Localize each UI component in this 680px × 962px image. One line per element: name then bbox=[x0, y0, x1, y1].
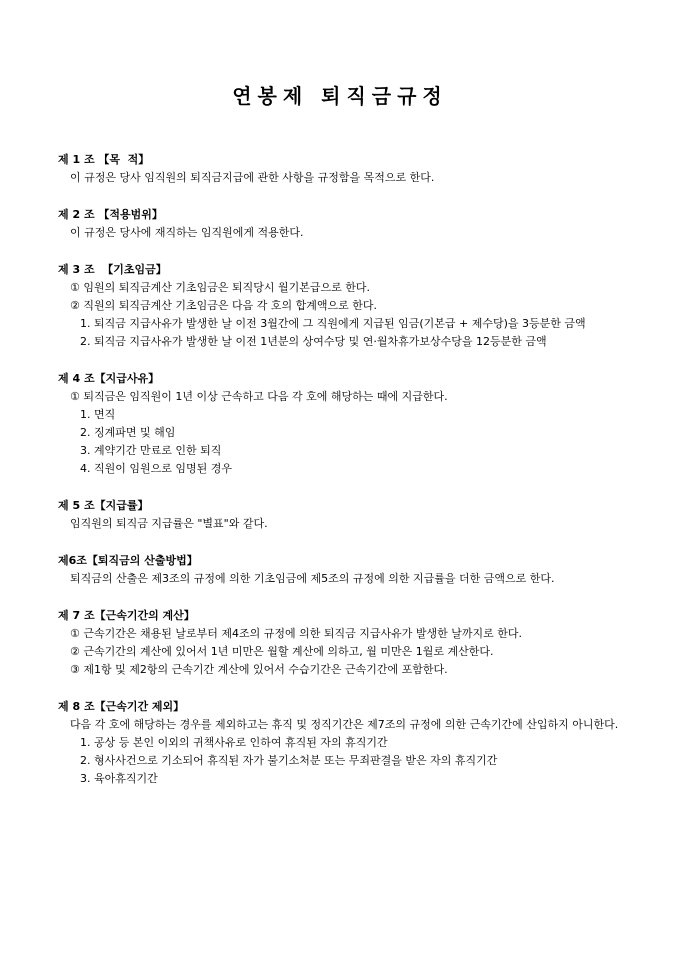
numbered-item: 1. 면직 bbox=[80, 408, 116, 421]
article-paragraph: ② 직원의 퇴직금계산 기초임금은 다음 각 호의 합계액으로 한다. bbox=[70, 299, 377, 312]
article-paragraph: ② 근속기간의 계산에 있어서 1년 미만은 월할 계산에 의하고, 월 미만은 1월로 계산한다. bbox=[70, 645, 494, 658]
article-paragraph: 이 규정은 당사 임직원의 퇴직금지급에 관한 사항을 규정함을 목적으로 한다. bbox=[70, 171, 435, 184]
article-heading: 제 3 조 【기초임금】 bbox=[58, 263, 167, 276]
article bbox=[58, 698, 622, 788]
article-body bbox=[58, 716, 622, 788]
article-heading: 제 8 조【근속기간 제외】 bbox=[58, 700, 185, 713]
article-paragraph: ① 퇴직금은 임직원이 1년 이상 근속하고 다음 각 호에 해당하는 때에 지급한다. bbox=[70, 390, 448, 403]
article-paragraph: 이 규정은 당사에 재직하는 임직원에게 적용한다. bbox=[70, 226, 304, 239]
article bbox=[58, 370, 622, 478]
article-heading: 제 7 조【근속기간의 계산】 bbox=[58, 609, 195, 622]
article-body bbox=[58, 388, 622, 478]
article-body bbox=[58, 570, 622, 588]
article-heading: 제 4 조【지급사유】 bbox=[58, 372, 160, 385]
article-heading: 제 5 조【지급률】 bbox=[58, 499, 149, 512]
article-body bbox=[58, 515, 622, 533]
numbered-item: 3. 육아휴직기간 bbox=[80, 772, 158, 785]
article-heading: 제 2 조 【적용범위】 bbox=[58, 208, 163, 221]
article-paragraph: ③ 제1항 및 제2항의 근속기간 계산에 있어서 수습기간은 근속기간에 포함한다. bbox=[70, 663, 448, 676]
article-paragraph: 퇴직금의 산출은 제3조의 규정에 의한 기초임금에 제5조의 규정에 의한 지급률을 더한 금액으로 한다. bbox=[70, 572, 555, 585]
article-heading: 제6조【퇴직금의 산출방법】 bbox=[58, 554, 198, 567]
article bbox=[58, 607, 622, 679]
article bbox=[58, 206, 622, 242]
article bbox=[58, 497, 622, 533]
article-body bbox=[58, 224, 622, 242]
article-paragraph: ① 임원의 퇴직금계산 기초임금은 퇴직당시 월기본급으로 한다. bbox=[70, 281, 370, 294]
article-list bbox=[58, 151, 622, 788]
article-paragraph: 다음 각 호에 해당하는 경우를 제외하고는 휴직 및 정직기간은 제7조의 규정에 의한 근속기간에 산입하지 아니한다. bbox=[70, 718, 619, 731]
article-body bbox=[58, 279, 622, 351]
article-paragraph: 임직원의 퇴직금 지급률은 "별표"와 같다. bbox=[70, 517, 268, 530]
numbered-item: 2. 징계파면 및 해임 bbox=[80, 426, 176, 439]
numbered-item: 4. 직원이 임원으로 임명된 경우 bbox=[80, 462, 232, 475]
numbered-item: 1. 공상 등 본인 이외의 귀책사유로 인하여 휴직된 자의 휴직기간 bbox=[80, 736, 388, 749]
article bbox=[58, 151, 622, 187]
numbered-item: 2. 퇴직금 지급사유가 발생한 날 이전 1년분의 상여수당 및 연·월차휴가보상수당을 12등분한 금액 bbox=[80, 335, 547, 348]
article-body bbox=[58, 625, 622, 679]
article bbox=[58, 552, 622, 588]
article-body bbox=[58, 169, 622, 187]
document-title: 연봉제 퇴직금규정 bbox=[232, 84, 448, 108]
article-heading: 제 1 조 【목 적】 bbox=[58, 153, 150, 166]
numbered-item: 3. 계약기간 만료로 인한 퇴직 bbox=[80, 444, 222, 457]
numbered-item: 1. 퇴직금 지급사유가 발생한 날 이전 3월간에 그 직원에게 지급된 임금(기본급 + 제수당)을 3등분한 금액 bbox=[80, 317, 586, 330]
numbered-item: 2. 형사사건으로 기소되어 휴직된 자가 불기소처분 또는 무죄판결을 받은 자의 휴직기간 bbox=[80, 754, 498, 767]
article-paragraph: ① 근속기간은 채용된 날로부터 제4조의 규정에 의한 퇴직금 지급사유가 발생한 날까지로 한다. bbox=[70, 627, 522, 640]
article bbox=[58, 261, 622, 351]
